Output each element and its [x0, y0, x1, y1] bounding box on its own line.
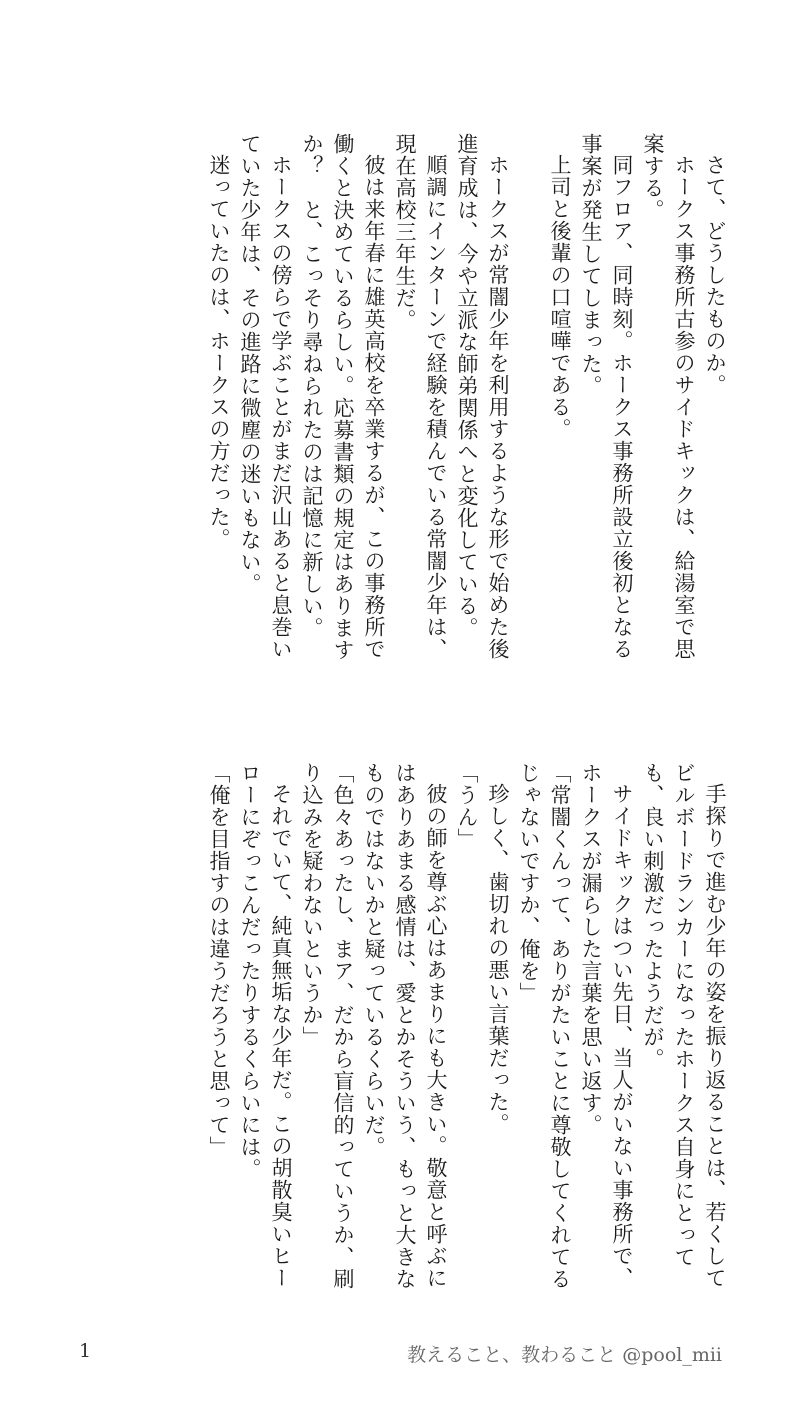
paragraph: さて、どうしたものか。 [703, 154, 727, 396]
text-block-bottom [80, 762, 730, 1302]
paragraph: 順調にインターンで経験を積んでいる常闇少年は、現在高校三年生だ。 [393, 133, 448, 660]
paragraph: 「うん」 [455, 762, 479, 850]
paragraph: サイドキックはつい先日、当人がいない事務所で、ホークスが漏らした言葉を思い返す。 [579, 762, 634, 1289]
text-block-top [80, 133, 730, 673]
paragraph: ホークスが常闇少年を利用するような形で始めた後進育成は、今や立派な師弟関係へと変化している。 [455, 133, 510, 660]
paragraph: 「常闇くんって、ありがたいことに尊敬してくれてるじゃないですか、俺を」 [517, 762, 572, 1290]
paragraph: それでいて、純真無垢な少年だ。この胡散臭いヒーローにぞっこんだったりするくらいには。 [238, 762, 293, 1289]
footer-title: 教えること、教わること @pool_mii [407, 1344, 722, 1366]
paragraph: ホークスの傍らで学ぶことがまだ沢山あると息巻いていた少年は、その進路に微塵の迷いもない。 [238, 133, 293, 660]
blank-line [513, 133, 544, 673]
paragraph: 上司と後輩の口喧嘩である。 [548, 154, 572, 440]
page-number: 1 [79, 1340, 92, 1362]
paragraph: 迷っていたのは、ホークスの方だった。 [207, 154, 231, 550]
paragraph: 「俺を目指すのは違うだろうと思って」 [207, 762, 231, 1158]
paragraph: 手探りで進む少年の姿を振り返ることは、若くしてビルボードランカーになったホークス自身にとっても、良い刺激だったようだが。 [641, 762, 727, 1289]
paragraph: 彼は来年春に雄英高校を卒業するが、この事務所で働くと決めているらしい。応募書類の規定はありますか？ と、こっそり尋ねられたのは記憶に新しい。 [300, 133, 386, 661]
paragraph: 彼の師を尊ぶ心はあまりにも大きい。敬意と呼ぶにはありあまる感情は、愛とかそういう、もっと大きなものではないかと疑っているくらいだ。 [362, 762, 448, 1290]
paragraph: 同フロア、同時刻。ホークス事務所設立後初となる事案が発生してしまった。 [579, 133, 634, 660]
paragraph: 「色々あったし、まア、だから盲信的っていうか、刷り込みを疑わないというか」 [300, 762, 355, 1290]
paragraph: ホークス事務所古参のサイドキックは、給湯室で思案する。 [641, 133, 696, 660]
paragraph: 珍しく、歯切れの悪い言葉だった。 [486, 783, 510, 1135]
